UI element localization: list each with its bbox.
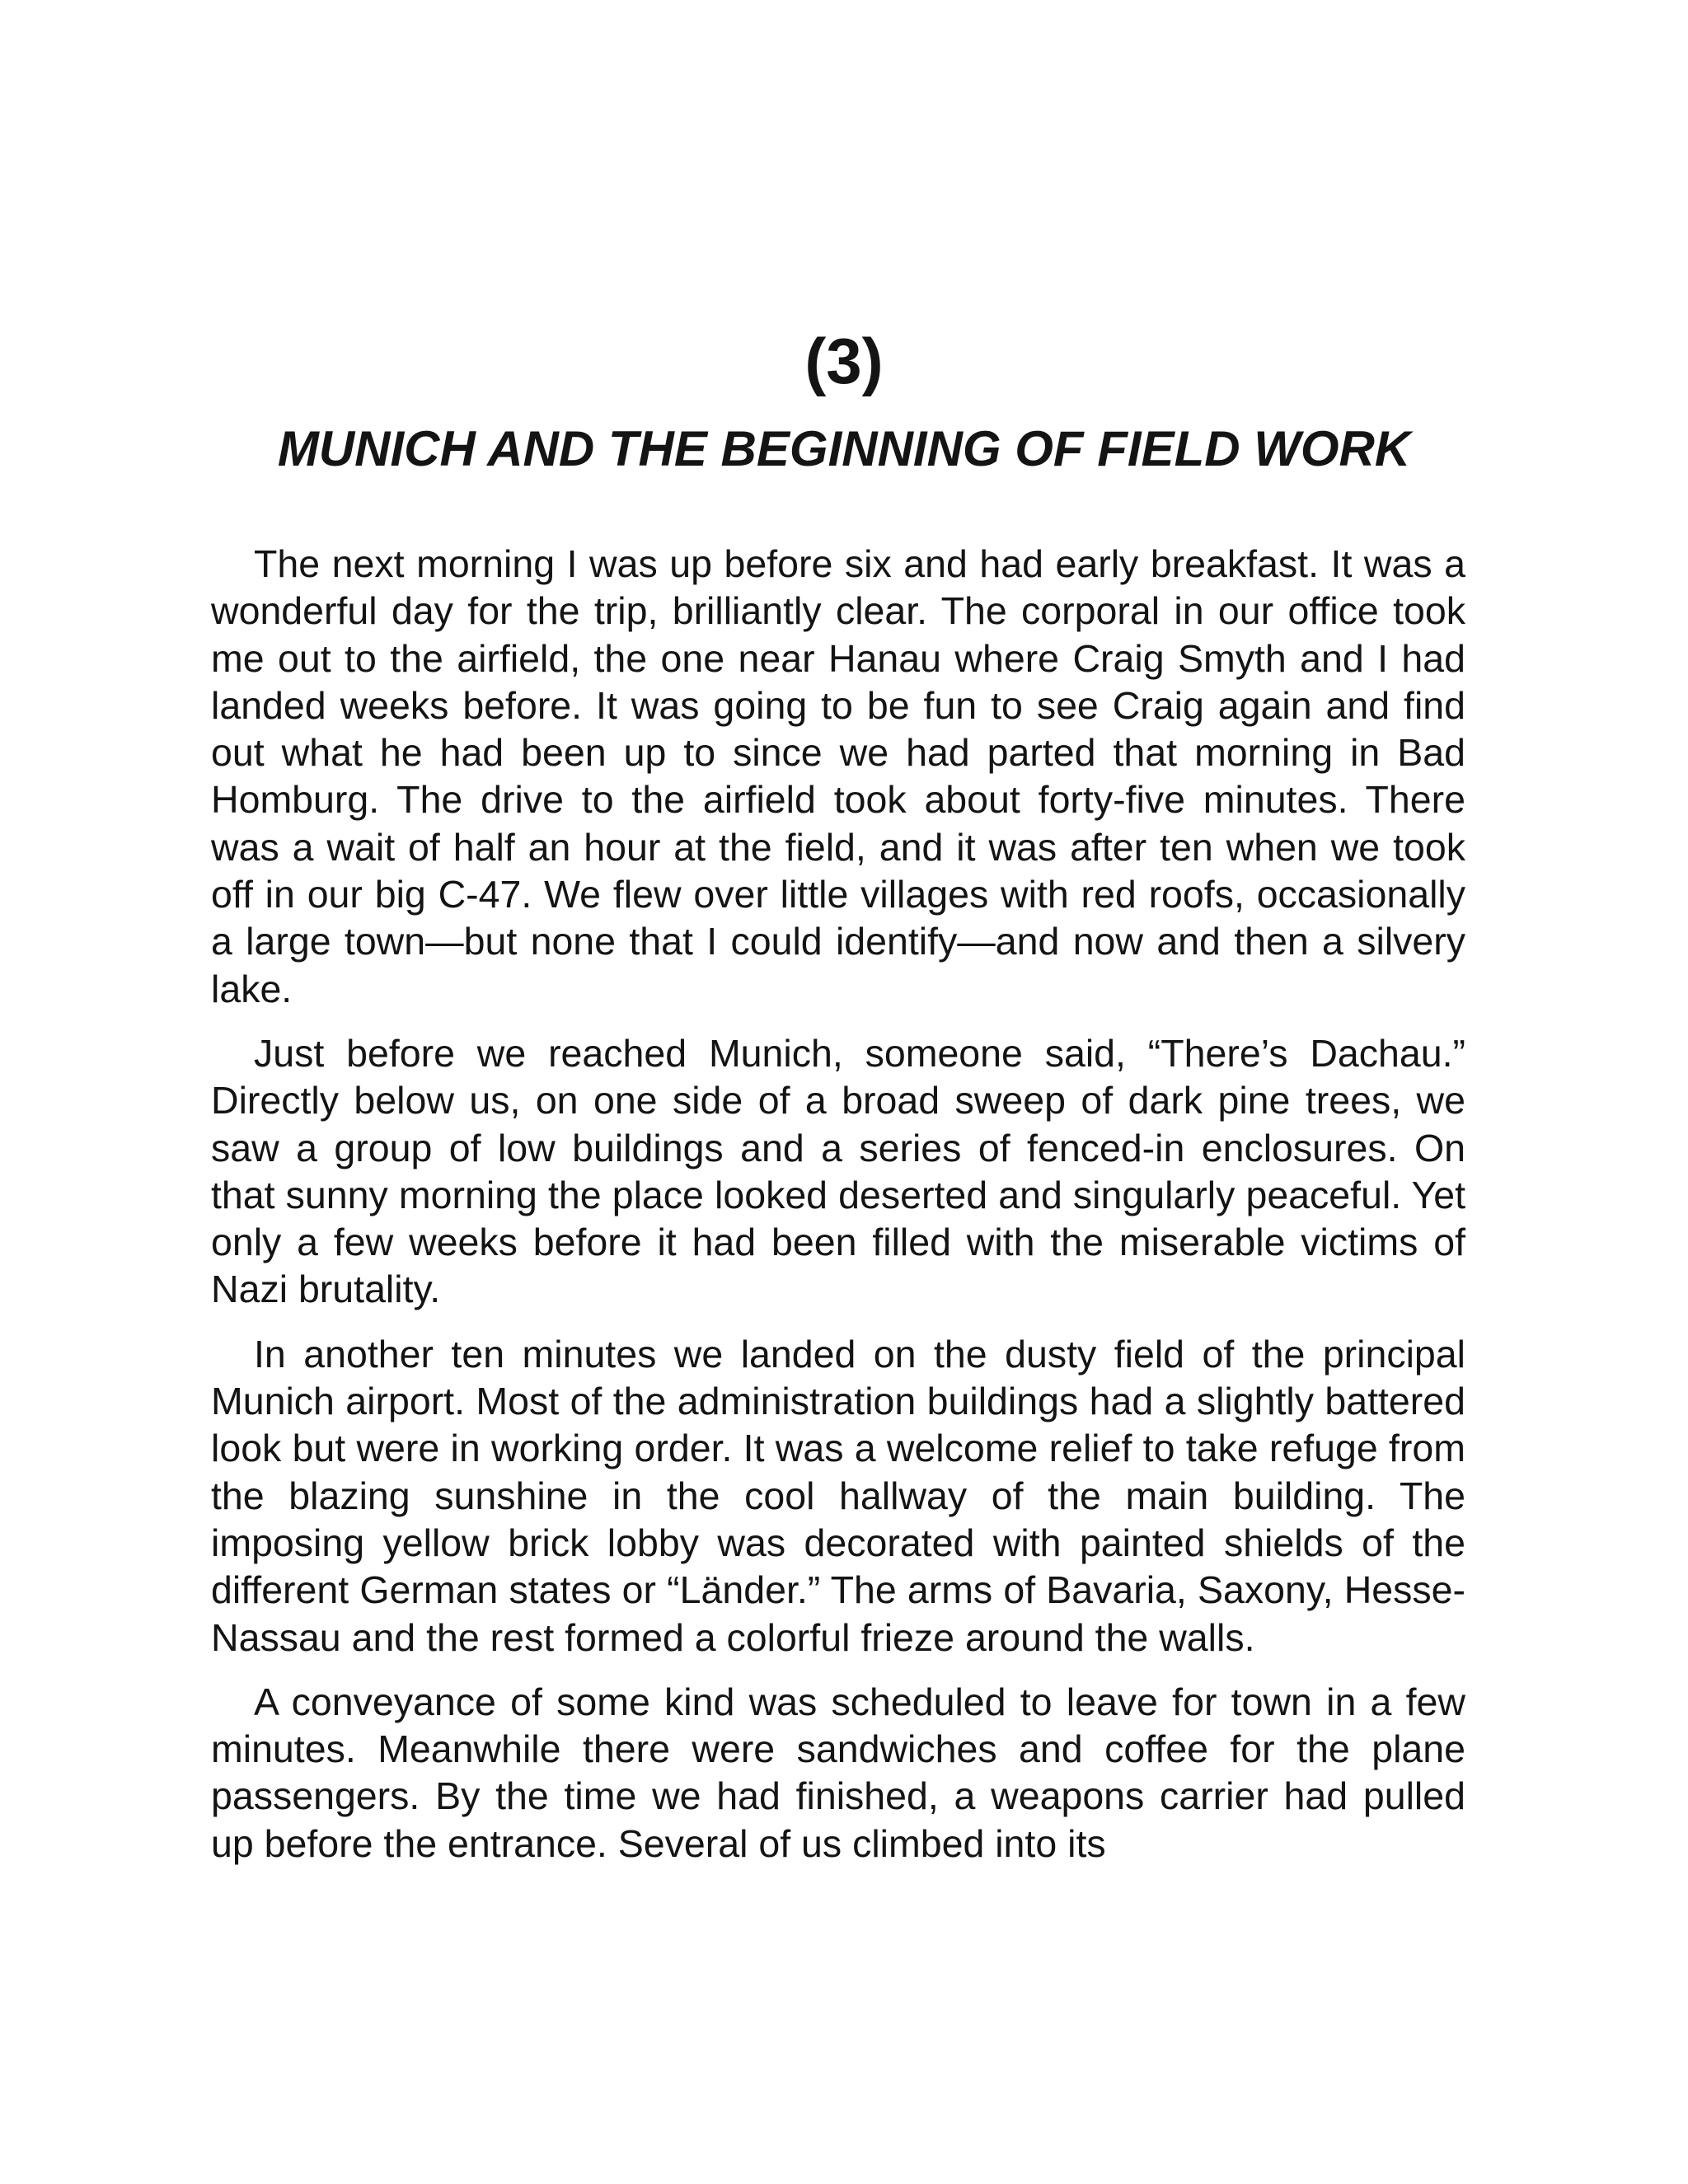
chapter-number: (3) <box>804 325 884 397</box>
paragraph-4: A conveyance of some kind was scheduled to leave for town in a few minutes. Meanwhile there were sandwiches and coffee for the plane passengers. By the time we had finished, a weapons carrier had pulled up before the entrance. Several of us climbed into its <box>211 1680 1465 1865</box>
paragraph-3: In another ten minutes we landed on the dusty field of the principal Munich airport. Most of the administration buildings had a slightly battered look but were in working order. It was a welcome relief to take refuge from the blazing sunshine in the cool hallway of the main building. The imposing yellow brick lobby was decorated with painted shields of the different German states or “Länder.” The arms of Bavaria, Saxony, Hesse-Nassau and the rest formed a colorful frieze around the walls. <box>211 1332 1465 1659</box>
chapter-body <box>211 541 1465 1868</box>
paragraph-2: Just before we reached Munich, someone said, “There’s Dachau.” Directly below us, on one side of a broad sweep of dark pine trees, we saw a group of low buildings and a series of fenced-in enclosures. On that sunny morning the place looked deserted and singularly peaceful. Yet only a few weeks before it had been filled with the miserable victims of Nazi brutality. <box>211 1031 1465 1311</box>
chapter-title: MUNICH AND THE BEGINNING OF FIELD WORK <box>277 421 1411 476</box>
paragraph-1: The next morning I was up before six and had early breakfast. It was a wonderful day for the trip, brilliantly clear. The corporal in our office took me out to the airfield, the one near Hanau where Craig Smyth and I had landed weeks before. It was going to be fun to see Craig again and find out what he had been up to since we had parted that morning in Bad Homburg. The drive to the airfield took about forty-five minutes. There was a wait of half an hour at the field, and it was after ten when we took off in our big C-47. We flew over little villages with red roofs, occasionally a large town—but none that I could identify—and now and then a silvery lake. <box>211 542 1465 1010</box>
